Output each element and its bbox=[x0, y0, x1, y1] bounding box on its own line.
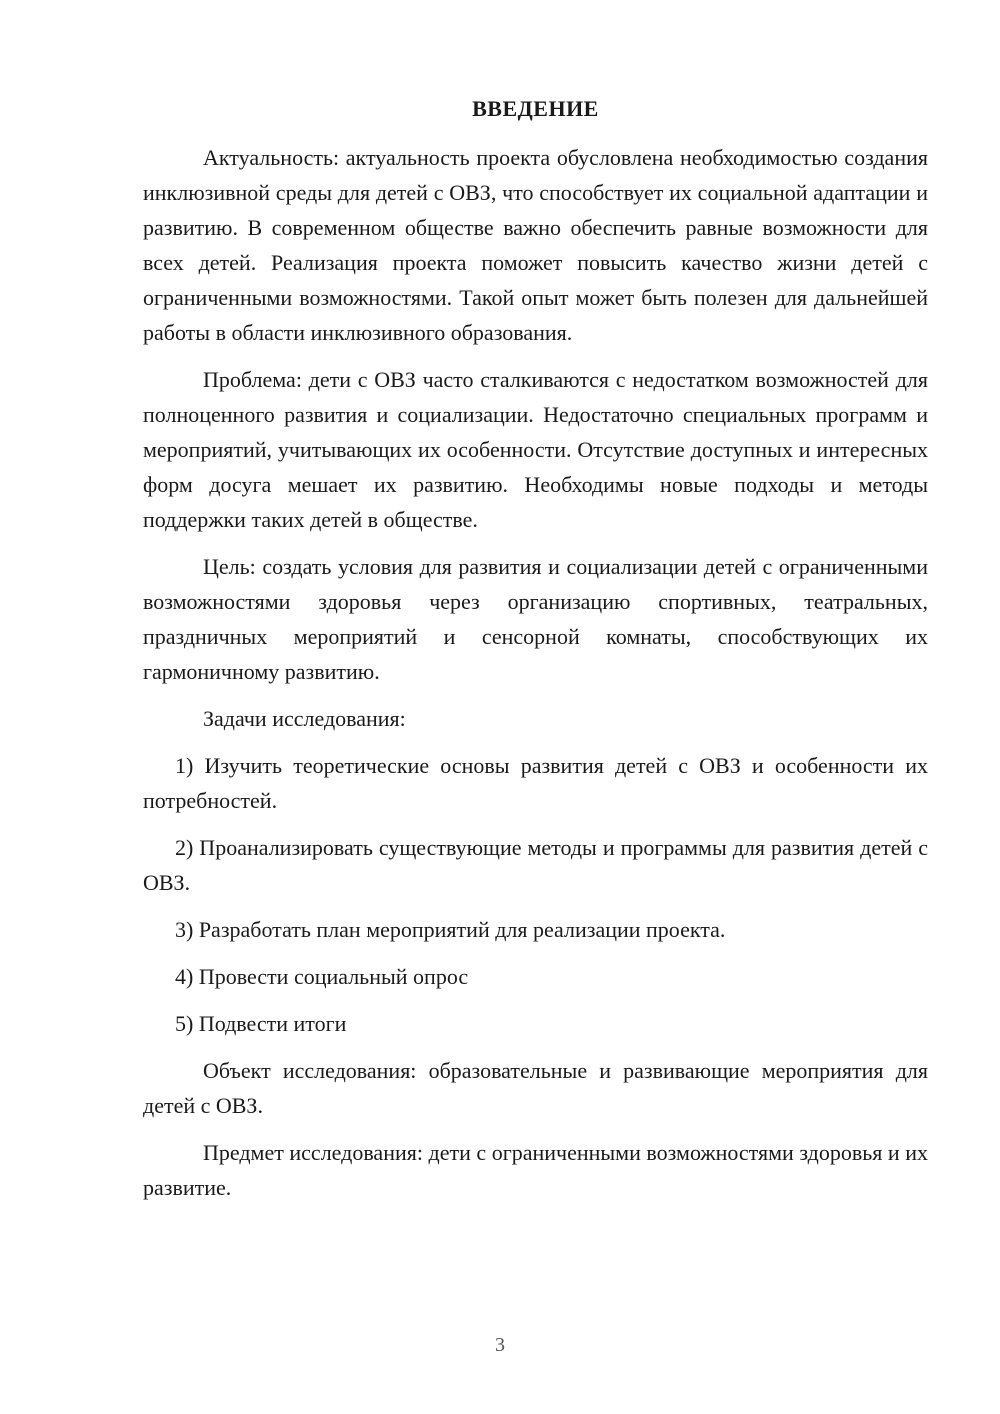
document-body bbox=[143, 140, 928, 1217]
paragraph-goal: Цель: создать условия для развития и социализации детей с ограниченными возможностями здоровья через организацию спортивных, театральных, праздничных мероприятий и сенсорной комнаты, способствующих их гармоничному развитию. bbox=[143, 554, 928, 684]
task-item: 5) Подвести итоги bbox=[175, 1011, 347, 1036]
task-item: 2) Проанализировать существующие методы и программы для развития детей с ОВЗ. bbox=[143, 835, 928, 895]
task-item: 3) Разработать план мероприятий для реализации проекта. bbox=[175, 917, 726, 942]
paragraph-subject: Предмет исследования: дети с ограниченными возможностями здоровья и их развитие. bbox=[143, 1140, 928, 1200]
paragraph-object: Объект исследования: образовательные и развивающие мероприятия для детей с ОВЗ. bbox=[143, 1058, 928, 1118]
task-item: 1) Изучить теоретические основы развития детей с ОВЗ и особенности их потребностей. bbox=[143, 753, 928, 813]
tasks-heading: Задачи исследования: bbox=[203, 706, 406, 731]
page-number: 3 bbox=[495, 1334, 505, 1356]
paragraph-relevance: Актуальность: актуальность проекта обусловлена необходимостью создания инклюзивной среды для детей с ОВЗ, что способствует их социальной адаптации и развитию. В современном обществе важно обеспечить равные возможности для всех детей. Реализация проекта поможет повысить качество жизни детей с ограниченными возможностями. Такой опыт может быть полезен для дальнейшей работы в области инклюзивного образования. bbox=[143, 145, 928, 345]
paragraph-problem: Проблема: дети с ОВЗ часто сталкиваются с недостатком возможностей для полноценного развития и социализации. Недостаточно специальных программ и мероприятий, учитывающих их особенности. Отсутствие доступных и интересных форм досуга мешает их развитию. Необходимы новые подходы и методы поддержки таких детей в обществе. bbox=[143, 367, 928, 532]
task-item: 4) Провести социальный опрос bbox=[175, 964, 469, 989]
page-title: ВВЕДЕНИЕ bbox=[472, 96, 599, 121]
